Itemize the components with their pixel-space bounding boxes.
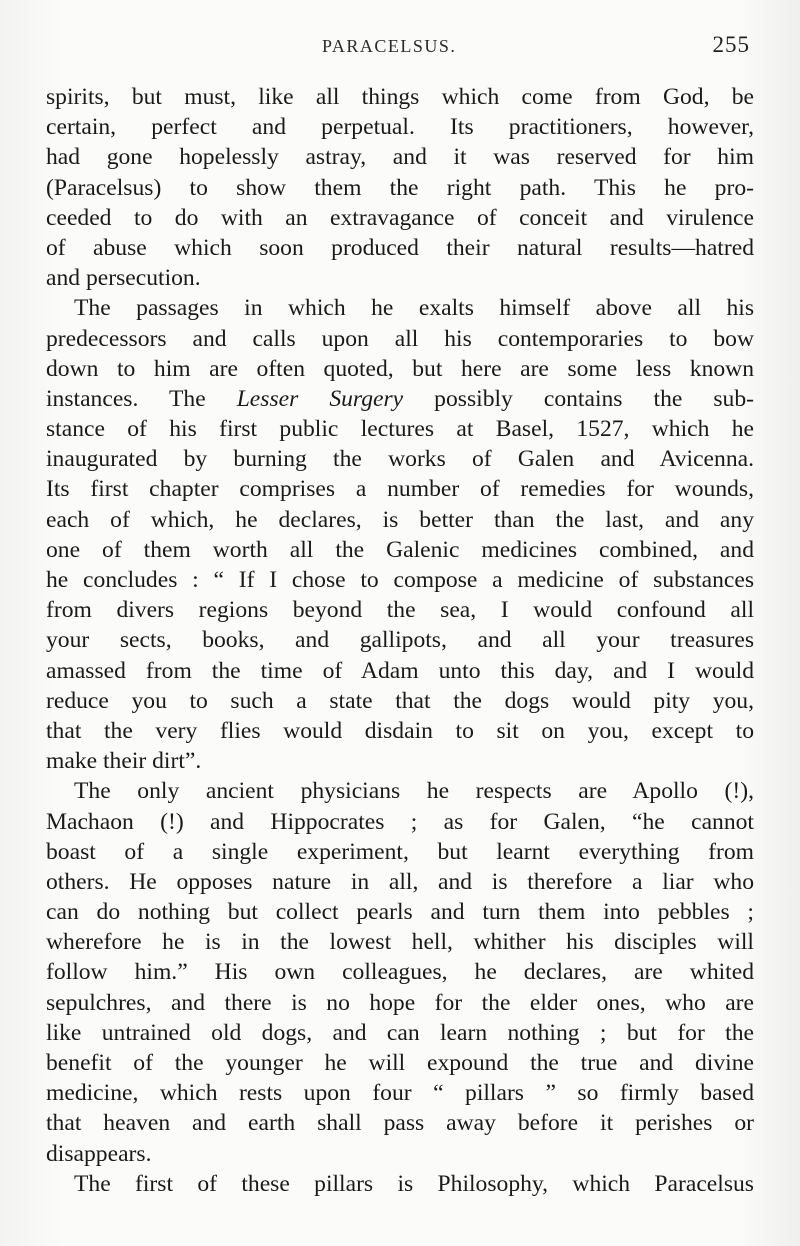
body-text [46, 82, 754, 1199]
text-line-with-title [46, 384, 754, 414]
text-line: inaugurated by burning the works of Galen and Avicenna. [46, 446, 754, 473]
text-line: benefit of the younger he will expound the true and divine [46, 1050, 754, 1076]
text-line: boast of a single experiment, but learnt everything from [46, 838, 754, 865]
text-line: had gone hopelessly astray, and it was reserved for him [46, 144, 754, 171]
text-line: that heaven and earth shall pass away before it perishes or [46, 1110, 754, 1137]
text-line: The passages in which he exalts himself above all his [74, 295, 754, 322]
text-line: The only ancient physicians he respects are Apollo (!), [74, 778, 754, 805]
text-line: sepulchres, and there is no hope for the elder ones, who are [46, 989, 754, 1016]
text-line: predecessors and calls upon all his contemporaries to bow [46, 325, 754, 352]
text-line: Machaon (!) and Hippocrates ; as for Galen, “he cannot [46, 808, 754, 835]
book-title: Lesser Surgery [236, 385, 404, 412]
text-line: wherefore he is in the lowest hell, whither his disciples will [46, 929, 754, 956]
text-line: he concludes : “ If I chose to compose a medicine of substances [46, 567, 754, 593]
text-line: follow him.” His own colleagues, he declares, are whited [46, 959, 754, 986]
paragraph-2 [46, 293, 754, 776]
text-line: and persecution. [46, 265, 201, 292]
text-line: can do nothing but collect pearls and turn them into pebbles ; [46, 899, 754, 926]
paragraph-1 [46, 82, 754, 293]
text-line: like untrained old dogs, and can learn nothing ; but for the [46, 1019, 754, 1046]
text-line: ceeded to do with an extravagance of conceit and virulence [46, 204, 754, 231]
text-line: certain, perfect and perpetual. Its practitioners, however, [46, 114, 754, 141]
text-line: stance of his first public lectures at Basel, 1527, which he [46, 416, 754, 443]
text-line: medicine, which rests upon four “ pillars ” so firmly based [46, 1080, 754, 1107]
running-head: PARACELSUS. [322, 36, 457, 56]
text-line: reduce you to such a state that the dogs would pity you, [46, 687, 754, 714]
text-fragment: possibly contains the sub- [403, 385, 754, 412]
text-line: (Paracelsus) to show them the right path. This he pro- [46, 174, 754, 201]
text-line: Its first chapter comprises a number of remedies for wounds, [46, 476, 754, 503]
text-line: others. He opposes nature in all, and is therefore a liar who [46, 868, 754, 895]
text-line: your sects, books, and gallipots, and all your treasures [46, 627, 754, 654]
text-line: The first of these pillars is Philosophy, which Paracelsus [74, 1170, 754, 1197]
text-line: from divers regions beyond the sea, I would confound all [46, 597, 754, 624]
text-line: amassed from the time of Adam unto this day, and I would [46, 657, 754, 684]
page-header [0, 28, 800, 64]
text-line: disappears. [46, 1140, 152, 1167]
text-line: of abuse which soon produced their natural results—hatred [46, 234, 754, 261]
paragraph-4 [46, 1169, 754, 1199]
text-line: make their dirt”. [46, 748, 202, 775]
text-line: one of them worth all the Galenic medicines combined, and [46, 536, 754, 563]
text-line: down to him are often quoted, but here are some less known [46, 355, 754, 382]
paragraph-3 [46, 776, 754, 1168]
text-fragment: instances. The [46, 385, 237, 412]
page-number: 255 [712, 32, 750, 57]
text-line: spirits, but must, like all things which come from God, be [46, 84, 754, 110]
text-line: that the very flies would disdain to sit on you, except to [46, 717, 754, 744]
text-line: each of which, he declares, is better than the last, and any [46, 506, 754, 533]
